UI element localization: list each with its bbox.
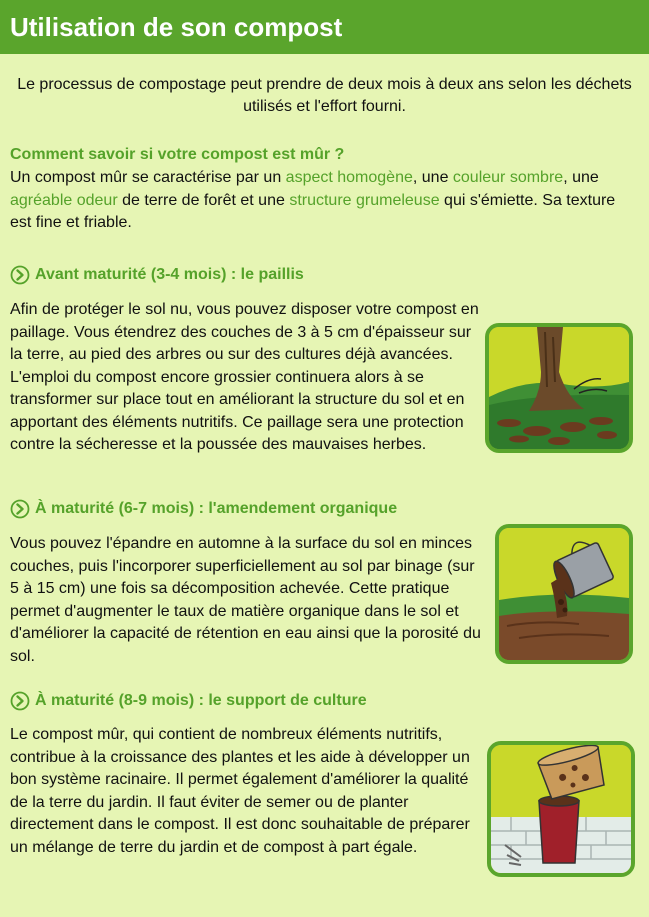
highlight-aspect: aspect homogène <box>285 169 413 186</box>
section-heading-support <box>10 690 367 712</box>
arrow-circle-icon <box>10 691 30 711</box>
bucket-pour-illustration <box>495 524 633 664</box>
section-title: Avant maturité (3-4 mois) : le paillis <box>35 266 304 283</box>
arrow-circle-icon <box>10 499 30 519</box>
question-text-3: , une <box>563 169 599 186</box>
intro-text: Le processus de compostage peut prendre de deux mois à deux ans selon les déchets utilisés et l'effort fourni. <box>17 76 632 115</box>
section-body-support: Le compost mûr, qui contient de nombreux éléments nutritifs, contribue à la croissance des plantes et les aide à développer un bon système racinaire. Il permet également d'améliorer la qualité de la terre du jardin. Il faut éviter de semer ou de planter directement dans le compost. Il est donc souhaitable de préparer un mélange de terre du jardin et de compost à part égale. <box>10 726 470 856</box>
section-title: À maturité (8-9 mois) : le support de culture <box>35 692 367 709</box>
highlight-couleur: couleur sombre <box>452 169 564 186</box>
question-text-2: , une <box>412 169 453 186</box>
question-title: Comment savoir si votre compost est mûr ? <box>10 146 345 163</box>
page-header <box>0 0 649 54</box>
highlight-odeur: agréable odeur <box>10 191 118 209</box>
arrow-circle-icon <box>10 265 30 285</box>
tree-mulch-illustration <box>485 323 633 453</box>
page-title: Utilisation de son compost <box>10 12 343 42</box>
question-text-4: de terre de forêt et une <box>117 191 290 209</box>
section-heading-paillis <box>10 264 304 286</box>
highlight-structure: structure grumeleuse <box>289 191 440 209</box>
potting-illustration <box>487 741 635 877</box>
question-body <box>10 167 640 235</box>
section-heading-amendement <box>10 498 397 520</box>
section-body-paillis: Afin de protéger le sol nu, vous pouvez disposer votre compost en paillage. Vous étendrez des couches de 3 à 5 cm d'épaisseur sur la terre, au pied des arbres ou sur des cultures déjà avancées. L'emploi du compost encore grossier continuera alors à se transformer sur place tout en améliorant la structure du sol et en apportant des éléments nutritifs. Ce paillage sera une protection contre la sécheresse et la poussée des mauvaises herbes. <box>10 301 479 453</box>
section-body-amendement: Vous pouvez l'épandre en automne à la surface du sol en minces couches, puis l'incorporer superficiellement au sol par binage (sur 5 à 15 cm) une fois sa décomposition achevée. Cette pratique permet d'augmenter le taux de matière organique dans le sol et d'améliorer la capacité de rétention en eau ainsi que la porosité du sol. <box>10 535 481 665</box>
question-text-5: qui s'émiette. Sa texture est fine et friable. <box>10 191 616 231</box>
section-title: À maturité (6-7 mois) : l'amendement organique <box>35 500 398 517</box>
question-text-1: Un compost mûr se caractérise par un <box>10 169 286 186</box>
